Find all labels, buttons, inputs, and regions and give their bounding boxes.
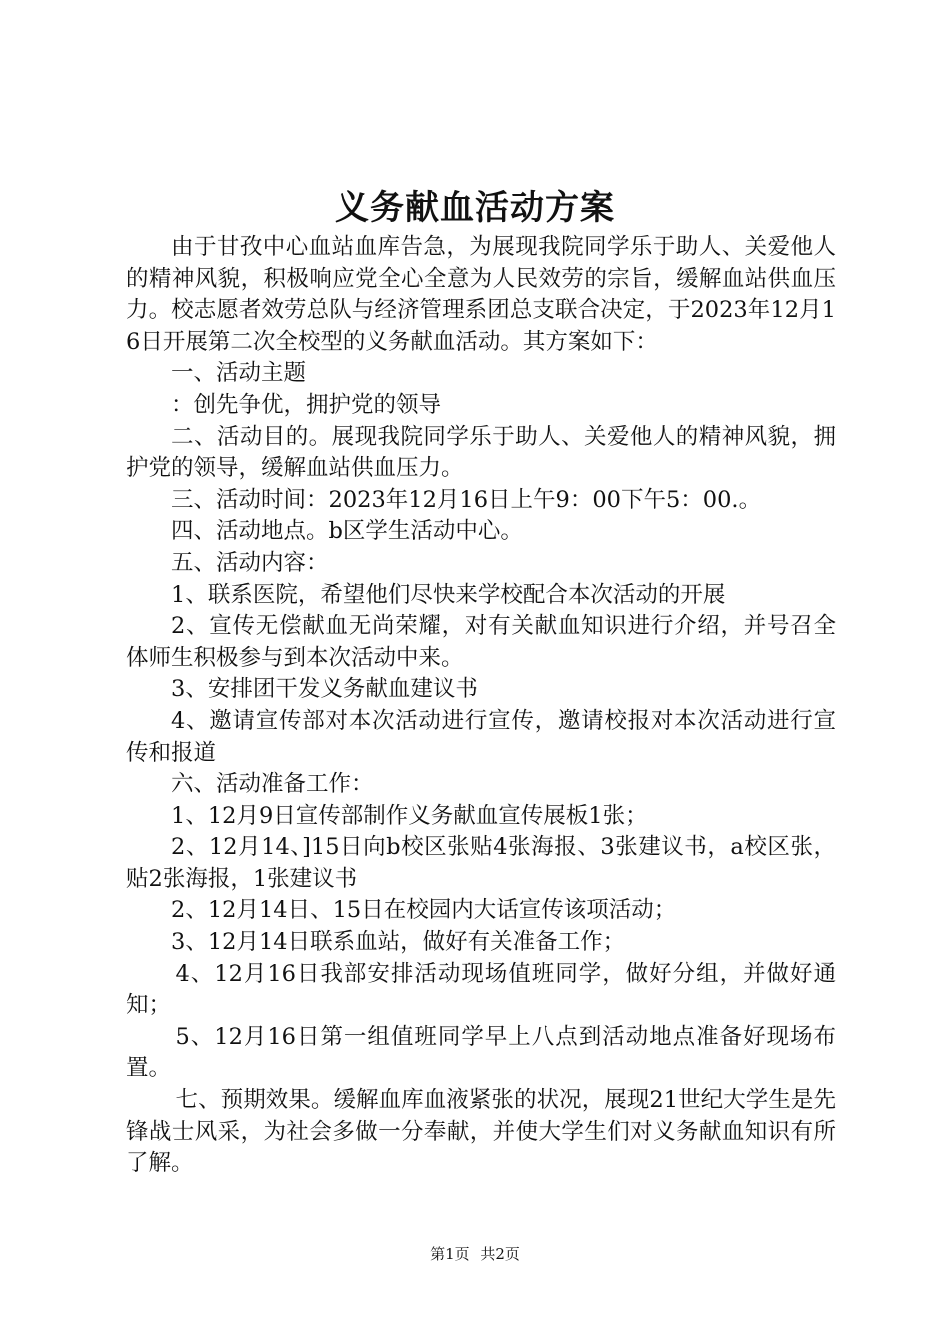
page-number: 第1页 — [430, 1245, 470, 1263]
preparation-item: 2、12月14日、15日在校园内大话宣传该项活动； — [171, 897, 677, 924]
content-item: 4、邀请宣传部对本次活动进行宣传，邀请校报对本次活动进行宣传和报道 — [126, 707, 836, 766]
preparation-item: 5、12月16日第一组值班同学早上八点到活动地点准备好现场布置。 — [126, 1023, 836, 1082]
intro-paragraph: 由于甘孜中心血站血库告急，为展现我院同学乐于助人、关爱他人的精神风貌，积极响应党全心全意为人民效劳的宗旨，缓解血站供血压力。校志愿者效劳总队与经济管理系团总支联合决定，于2023年12月16日开展第二次全校型的义务献血活动。其方案如下： — [126, 234, 836, 355]
page-footer — [0, 1243, 950, 1265]
theme-text: ：创先争优，拥护党的领导 — [171, 391, 442, 418]
content-item: 2、宣传无偿献血无尚荣耀，对有关献血知识进行介绍，并号召全体师生积极参与到本次活动中来。 — [126, 613, 836, 671]
document-title: 义务献血活动方案 — [335, 188, 615, 228]
location-paragraph: 四、活动地点。b区学生活动中心。 — [171, 518, 523, 545]
section-heading-content: 五、活动内容： — [171, 549, 329, 576]
section-heading-preparation: 六、活动准备工作： — [171, 771, 374, 798]
expected-effect-paragraph: 七、预期效果。缓解血库血液紧张的状况，展现21世纪大学生是先锋战士风采，为社会多做一分奉献，并使大学生们对义务献血知识有所了解。 — [126, 1087, 836, 1177]
document-body — [126, 232, 836, 1180]
page-total: 共2页 — [480, 1245, 520, 1263]
content-item: 1、联系医院，希望他们尽快来学校配合本次活动的开展 — [171, 581, 726, 608]
preparation-item: 3、12月14日联系血站，做好有关准备工作； — [171, 929, 626, 956]
preparation-item: 4、12月16日我部安排活动现场值班同学，做好分组，并做好通知； — [126, 960, 836, 1019]
content-item: 3、安排团干发义务献血建议书 — [171, 676, 478, 703]
purpose-paragraph: 二、活动目的。展现我院同学乐于助人、关爱他人的精神风貌，拥护党的领导，缓解血站供血压力。 — [126, 423, 836, 482]
preparation-item: 2、12月14、]15日向b校区张贴4张海报、3张建议书，a校区张，贴2张海报，1张建议书 — [126, 834, 836, 892]
preparation-item: 1、12月9日宣传部制作义务献血宣传展板1张； — [171, 802, 648, 829]
time-paragraph: 三、活动时间：2023年12月16日上午9：00下午5：00.。 — [171, 486, 762, 513]
section-heading-theme: 一、活动主题 — [171, 360, 307, 387]
